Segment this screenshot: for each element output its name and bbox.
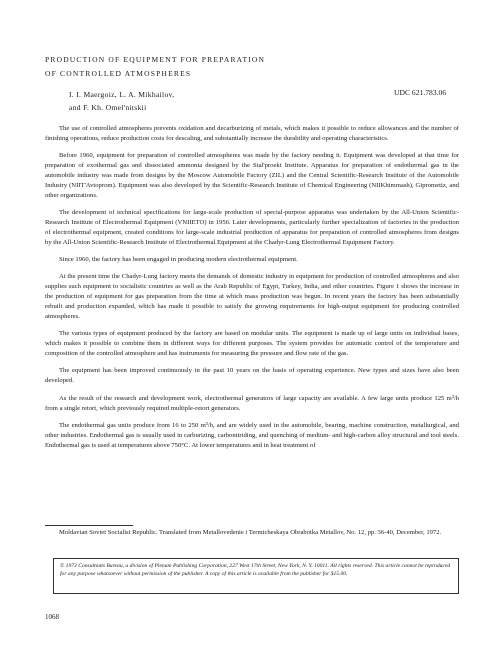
paragraph: The use of controlled atmospheres prevents oxidation and decarburizing of metals, which makes it possible to reduce allowances and the number of finishing operations, reduce production costs for descaling, and substantially increase the durability and operating characteristics. [45, 125, 459, 142]
paragraph: The development of technical specifications for large-scale production of special-purpose apparatus was undertaken by the All-Union Scientific-Research Institute of Electrothermal Equipment (VNIIETO) in 1956. Later developments, particularly further specialization of factories in the production of electrothermal equipment, created conditions for large-scale industrial production of apparatus for preparation of controlled atmospheres from designs by the All-Union Scientific-Research Institute of Electrothermal Equipment at the Chadyr-Lung Electrothermal Equipment Factory. [45, 209, 459, 246]
authors-line-2: and F. Kh. Omel'nitskii [69, 103, 147, 112]
paragraph: The equipment has been improved continuously in the past 10 years on the basis of operating experience. New types and sizes have also been developed. [45, 367, 459, 385]
copyright-box: © 1973 Consultants Bureau, a division of Plenum Publishing Corporation, 227 West 17th Street, New York, N. Y. 10011. All rights reserved. This article cannot be reproduced for any purpose whatsoever without permission of the publisher. A copy of this article is available from the publisher for $15.00. [53, 558, 459, 594]
paragraph: Before 1960, equipment for preparation of controlled atmospheres was made by the factory needing it. Equipment was developed at that time for preparation of exothermal gas and dissociated ammonia designed by the Stal'proekt Institute. Apparatus for preparation of endothermal gas in the automobile industry was made from designs by the Moscow Automobile Factory (ZIL) and the Central Scientific-Research Institute of the Automobile Industry (NIIT'Avtoprom). Equipment was also developed by the Scientific-Research Institute of Chemical Engineering (NIIKhimmash), Giprometiz, and other organizations. [45, 152, 459, 199]
footnote-divider [45, 525, 133, 526]
paragraph: Since 1960, the factory has been engaged in producing modern electrothermal equipment. [59, 256, 298, 264]
udc-code: UDC 621.783.06 [394, 88, 447, 97]
footnote: Moldavian Soviet Socialist Republic. Translated from Metallovedenie i Termicheskaya Obrabotka Metallov, No. 12, pp. 36-40, December, 1972. [59, 529, 442, 536]
paragraph: The endothermal gas units produce from 16 to 250 m³/h, and are widely used in the automobile, bearing, machine construction, metallurgical, and other industries. Endothermal gas is usually used in carburizing, carbonitriding, and quenching of medium- and high-carbon alloy structural and tool steels. Endothermal gas is used at temperatures above 750°C. At lower temperatures and in heat treatment of [45, 421, 459, 449]
paragraph: At the present time the Chadyr-Lung factory meets the demands of domestic industry in equipment for production of controlled atmospheres and also supplies such equipment to socialistic countries as well as the Arab Republic of Egypt, Turkey, India, and other countries. Figure 1 shows the increase in the production of equipment for gas preparation from the time at which mass production was begun. In recent years the factory has been substantially rebuilt and production expanded, which has made it possible to satisfy the growing requirements for high-output equipment for producing controlled atmospheres. [45, 273, 459, 321]
author-list [69, 88, 329, 114]
article-title [45, 53, 345, 81]
title-line-2: OF CONTROLLED ATMOSPHERES [45, 69, 192, 78]
paragraph: The various types of equipment produced by the factory are based on modular units. The equipment is made up of large units on individual bases, which makes it possible to combine them in different ways for different purposes. The system provides for automatic control of the temperature and composition of the controlled atmosphere and has instruments for measuring the pressure and flow rate of the gas. [45, 330, 459, 358]
paragraph: As the result of the research and development work, electrothermal generators of large capacity are available. A few large units produce 125 m³/h from a single retort, which previously required multiple-retort generators. [45, 394, 459, 412]
article-body [45, 124, 459, 458]
authors-line-1: I. I. Maergoiz, L. A. Mikhailov, [69, 90, 175, 99]
page-number: 1068 [45, 613, 59, 621]
title-line-1: PRODUCTION OF EQUIPMENT FOR PREPARATION [45, 55, 266, 64]
